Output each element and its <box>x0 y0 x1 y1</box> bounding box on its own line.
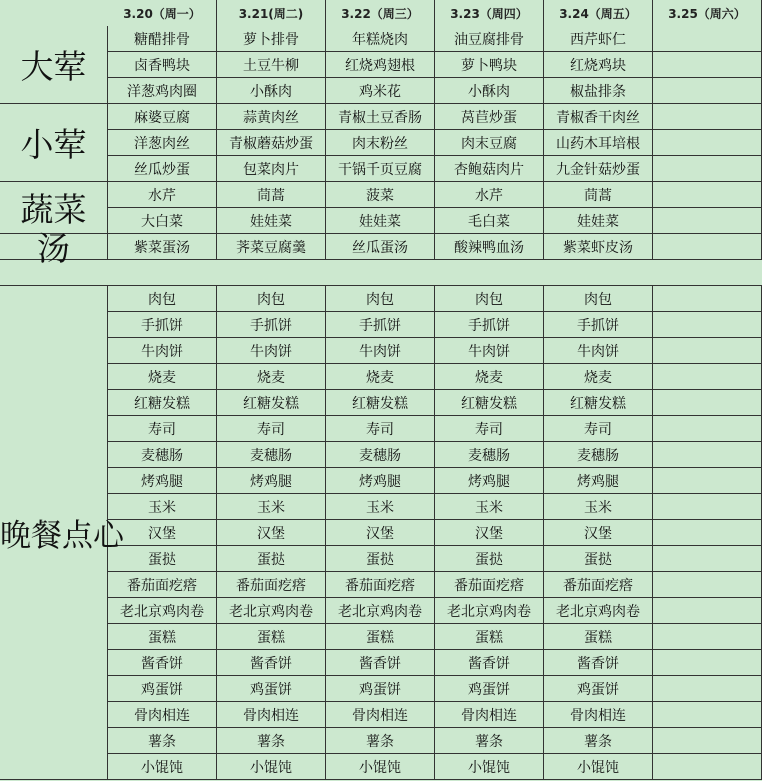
menu-cell[interactable]: 麻婆豆腐 <box>108 104 217 130</box>
date-header: 3.21(周二) <box>217 0 326 26</box>
category-label: 晚餐点心 <box>0 286 108 780</box>
snack-cell[interactable]: 番茄面疙瘩 <box>435 572 544 598</box>
snack-cell[interactable]: 老北京鸡肉卷 <box>217 598 326 624</box>
menu-cell[interactable]: 毛白菜 <box>435 208 544 234</box>
snack-cell[interactable]: 牛肉饼 <box>326 338 435 364</box>
snack-cell[interactable]: 烤鸡腿 <box>326 468 435 494</box>
menu-cell[interactable]: 大白菜 <box>108 208 217 234</box>
snack-cell[interactable]: 手抓饼 <box>544 312 653 338</box>
snack-cell[interactable]: 牛肉饼 <box>217 338 326 364</box>
snack-cell[interactable] <box>653 286 762 312</box>
snack-cell[interactable]: 手抓饼 <box>217 312 326 338</box>
snack-cell[interactable]: 肉包 <box>544 286 653 312</box>
snack-cell[interactable]: 烧麦 <box>326 364 435 390</box>
menu-cell[interactable]: 小酥肉 <box>435 78 544 104</box>
snack-cell[interactable]: 肉包 <box>326 286 435 312</box>
menu-cell[interactable]: 萝卜鸭块 <box>435 52 544 78</box>
snack-cell[interactable]: 酱香饼 <box>108 650 217 676</box>
menu-cell[interactable]: 肉末豆腐 <box>435 130 544 156</box>
snack-cell[interactable]: 肉包 <box>108 286 217 312</box>
snack-cell[interactable] <box>653 572 762 598</box>
category-label: 大荤 <box>0 26 108 104</box>
menu-cell[interactable]: 莴苣炒蛋 <box>435 104 544 130</box>
snack-cell[interactable] <box>653 702 762 728</box>
snack-cell[interactable]: 薯条 <box>326 728 435 754</box>
menu-cell[interactable]: 肉末粉丝 <box>326 130 435 156</box>
snack-cell[interactable]: 红糖发糕 <box>544 390 653 416</box>
menu-cell[interactable] <box>653 156 762 182</box>
snack-cell[interactable]: 番茄面疙瘩 <box>544 572 653 598</box>
menu-cell[interactable]: 红烧鸡块 <box>544 52 653 78</box>
snack-cell[interactable] <box>653 390 762 416</box>
snack-cell[interactable]: 烧麦 <box>544 364 653 390</box>
menu-cell[interactable]: 娃娃菜 <box>326 208 435 234</box>
menu-cell[interactable]: 小酥肉 <box>217 78 326 104</box>
snack-cell[interactable] <box>653 416 762 442</box>
snack-cell[interactable]: 蛋挞 <box>435 546 544 572</box>
snack-cell[interactable] <box>653 676 762 702</box>
menu-cell[interactable]: 紫菜蛋汤 <box>108 234 217 260</box>
snack-cell[interactable]: 寿司 <box>326 416 435 442</box>
snack-cell[interactable]: 酱香饼 <box>217 650 326 676</box>
snack-cell[interactable]: 牛肉饼 <box>544 338 653 364</box>
snack-cell[interactable] <box>653 754 762 780</box>
snack-cell[interactable] <box>653 312 762 338</box>
menu-cell[interactable] <box>653 78 762 104</box>
snack-cell[interactable]: 手抓饼 <box>435 312 544 338</box>
snack-cell[interactable]: 肉包 <box>435 286 544 312</box>
menu-cell[interactable] <box>653 182 762 208</box>
snack-cell[interactable]: 蛋糕 <box>326 624 435 650</box>
snack-cell[interactable]: 麦穗肠 <box>217 442 326 468</box>
snack-cell[interactable]: 烤鸡腿 <box>435 468 544 494</box>
snack-cell[interactable]: 薯条 <box>544 728 653 754</box>
snack-cell[interactable]: 牛肉饼 <box>108 338 217 364</box>
snack-cell[interactable]: 骨肉相连 <box>108 702 217 728</box>
date-header: 3.24（周五） <box>544 0 653 26</box>
snack-cell[interactable]: 老北京鸡肉卷 <box>435 598 544 624</box>
menu-cell[interactable]: 年糕烧肉 <box>326 26 435 52</box>
snack-cell[interactable]: 红糖发糕 <box>108 390 217 416</box>
snack-cell[interactable] <box>653 364 762 390</box>
snack-cell[interactable]: 蛋挞 <box>544 546 653 572</box>
menu-cell[interactable]: 丝瓜炒蛋 <box>108 156 217 182</box>
menu-cell[interactable]: 茼蒿 <box>217 182 326 208</box>
menu-cell[interactable]: 山药木耳培根 <box>544 130 653 156</box>
menu-cell[interactable]: 杏鲍菇肉片 <box>435 156 544 182</box>
snack-cell[interactable]: 骨肉相连 <box>435 702 544 728</box>
snack-cell[interactable]: 红糖发糕 <box>435 390 544 416</box>
snack-cell[interactable]: 鸡蛋饼 <box>217 676 326 702</box>
date-header: 3.22（周三） <box>326 0 435 26</box>
snack-cell[interactable]: 鸡蛋饼 <box>544 676 653 702</box>
menu-cell[interactable]: 茼蒿 <box>544 182 653 208</box>
menu-cell[interactable] <box>653 52 762 78</box>
snack-cell[interactable]: 烤鸡腿 <box>544 468 653 494</box>
snack-cell[interactable]: 汉堡 <box>326 520 435 546</box>
snack-cell[interactable]: 小馄饨 <box>108 754 217 780</box>
snack-cell[interactable]: 番茄面疙瘩 <box>108 572 217 598</box>
snack-cell[interactable]: 寿司 <box>544 416 653 442</box>
menu-cell[interactable]: 西芹虾仁 <box>544 26 653 52</box>
menu-cell[interactable]: 娃娃菜 <box>544 208 653 234</box>
snack-cell[interactable]: 汉堡 <box>544 520 653 546</box>
menu-cell[interactable]: 干锅千页豆腐 <box>326 156 435 182</box>
snack-cell[interactable]: 手抓饼 <box>326 312 435 338</box>
snack-cell[interactable] <box>653 650 762 676</box>
menu-cell[interactable]: 酸辣鸭血汤 <box>435 234 544 260</box>
menu-cell[interactable] <box>653 234 762 260</box>
snack-cell[interactable]: 烧麦 <box>217 364 326 390</box>
date-header: 3.25（周六） <box>653 0 762 26</box>
menu-cell[interactable]: 九金针菇炒蛋 <box>544 156 653 182</box>
snack-cell[interactable]: 蛋挞 <box>108 546 217 572</box>
snack-cell[interactable]: 汉堡 <box>217 520 326 546</box>
snack-cell[interactable]: 薯条 <box>108 728 217 754</box>
snack-cell[interactable]: 红糖发糕 <box>217 390 326 416</box>
snack-cell[interactable]: 薯条 <box>435 728 544 754</box>
menu-cell[interactable]: 油豆腐排骨 <box>435 26 544 52</box>
menu-cell[interactable]: 洋葱肉丝 <box>108 130 217 156</box>
snack-cell[interactable]: 小馄饨 <box>326 754 435 780</box>
menu-cell[interactable]: 鸡米花 <box>326 78 435 104</box>
snack-cell[interactable]: 玉米 <box>435 494 544 520</box>
snack-cell[interactable] <box>653 728 762 754</box>
snack-cell[interactable]: 汉堡 <box>435 520 544 546</box>
snack-cell[interactable]: 麦穗肠 <box>435 442 544 468</box>
snack-cell[interactable] <box>653 468 762 494</box>
snack-cell[interactable]: 烤鸡腿 <box>108 468 217 494</box>
snack-cell[interactable]: 烧麦 <box>435 364 544 390</box>
snack-cell[interactable]: 酱香饼 <box>544 650 653 676</box>
snack-cell[interactable]: 蛋糕 <box>108 624 217 650</box>
category-label: 汤 <box>0 234 108 260</box>
snack-cell[interactable]: 薯条 <box>217 728 326 754</box>
snack-cell[interactable]: 蛋挞 <box>326 546 435 572</box>
date-header: 3.20（周一） <box>108 0 217 26</box>
snack-cell[interactable]: 骨肉相连 <box>217 702 326 728</box>
snack-cell[interactable]: 玉米 <box>108 494 217 520</box>
menu-cell[interactable]: 红烧鸡翅根 <box>326 52 435 78</box>
menu-cell[interactable]: 萝卜排骨 <box>217 26 326 52</box>
snack-cell[interactable]: 红糖发糕 <box>326 390 435 416</box>
snack-cell[interactable]: 牛肉饼 <box>435 338 544 364</box>
snack-cell[interactable]: 老北京鸡肉卷 <box>544 598 653 624</box>
snack-cell[interactable]: 小馄饨 <box>217 754 326 780</box>
snack-cell[interactable]: 玉米 <box>217 494 326 520</box>
snack-cell[interactable]: 蛋挞 <box>217 546 326 572</box>
snack-cell[interactable] <box>653 442 762 468</box>
menu-cell[interactable]: 娃娃菜 <box>217 208 326 234</box>
snack-cell[interactable]: 老北京鸡肉卷 <box>108 598 217 624</box>
separator-row <box>0 260 762 286</box>
snack-cell[interactable]: 肉包 <box>217 286 326 312</box>
menu-cell[interactable]: 洋葱鸡肉圈 <box>108 78 217 104</box>
snack-cell[interactable]: 麦穗肠 <box>544 442 653 468</box>
snack-cell[interactable]: 蛋糕 <box>544 624 653 650</box>
snack-cell[interactable]: 酱香饼 <box>435 650 544 676</box>
category-label: 小荤 <box>0 104 108 182</box>
menu-cell[interactable]: 土豆牛柳 <box>217 52 326 78</box>
snack-cell[interactable] <box>653 598 762 624</box>
snack-cell[interactable]: 寿司 <box>435 416 544 442</box>
date-header: 3.23（周四） <box>435 0 544 26</box>
category-label: 蔬菜 <box>0 182 108 234</box>
snack-cell[interactable]: 寿司 <box>217 416 326 442</box>
menu-cell[interactable] <box>653 104 762 130</box>
snack-cell[interactable]: 老北京鸡肉卷 <box>326 598 435 624</box>
snack-cell[interactable]: 麦穗肠 <box>326 442 435 468</box>
snack-cell[interactable]: 骨肉相连 <box>326 702 435 728</box>
menu-cell[interactable]: 糖醋排骨 <box>108 26 217 52</box>
menu-cell[interactable]: 卤香鸭块 <box>108 52 217 78</box>
snack-cell[interactable] <box>653 520 762 546</box>
snack-cell[interactable]: 番茄面疙瘩 <box>326 572 435 598</box>
snack-cell[interactable]: 玉米 <box>326 494 435 520</box>
snack-cell[interactable]: 烧麦 <box>108 364 217 390</box>
menu-cell[interactable] <box>653 208 762 234</box>
snack-cell[interactable]: 小馄饨 <box>435 754 544 780</box>
snack-cell[interactable]: 玉米 <box>544 494 653 520</box>
snack-cell[interactable]: 小馄饨 <box>544 754 653 780</box>
snack-cell[interactable]: 汉堡 <box>108 520 217 546</box>
snack-cell[interactable]: 鸡蛋饼 <box>108 676 217 702</box>
snack-cell[interactable]: 鸡蛋饼 <box>326 676 435 702</box>
snack-cell[interactable]: 寿司 <box>108 416 217 442</box>
menu-cell[interactable]: 荠菜豆腐羹 <box>217 234 326 260</box>
menu-cell[interactable]: 紫菜虾皮汤 <box>544 234 653 260</box>
menu-cell[interactable]: 水芹 <box>435 182 544 208</box>
menu-cell[interactable]: 包菜肉片 <box>217 156 326 182</box>
snack-cell[interactable] <box>653 338 762 364</box>
snack-cell[interactable]: 鸡蛋饼 <box>435 676 544 702</box>
menu-cell[interactable]: 蒜黄肉丝 <box>217 104 326 130</box>
menu-cell[interactable]: 青椒土豆香肠 <box>326 104 435 130</box>
snack-cell[interactable] <box>653 624 762 650</box>
snack-cell[interactable] <box>653 546 762 572</box>
snack-cell[interactable]: 番茄面疙瘩 <box>217 572 326 598</box>
menu-cell[interactable]: 丝瓜蛋汤 <box>326 234 435 260</box>
menu-cell[interactable]: 青椒蘑菇炒蛋 <box>217 130 326 156</box>
snack-cell[interactable]: 骨肉相连 <box>544 702 653 728</box>
snack-cell[interactable]: 酱香饼 <box>326 650 435 676</box>
snack-cell[interactable] <box>653 494 762 520</box>
snack-cell[interactable]: 麦穗肠 <box>108 442 217 468</box>
snack-cell[interactable]: 蛋糕 <box>435 624 544 650</box>
menu-cell[interactable]: 椒盐排条 <box>544 78 653 104</box>
snack-cell[interactable]: 手抓饼 <box>108 312 217 338</box>
menu-cell[interactable]: 水芹 <box>108 182 217 208</box>
menu-cell[interactable]: 菠菜 <box>326 182 435 208</box>
menu-cell[interactable] <box>653 130 762 156</box>
menu-cell[interactable]: 青椒香干肉丝 <box>544 104 653 130</box>
snack-cell[interactable]: 烤鸡腿 <box>217 468 326 494</box>
snack-cell[interactable]: 蛋糕 <box>217 624 326 650</box>
menu-cell[interactable] <box>653 26 762 52</box>
